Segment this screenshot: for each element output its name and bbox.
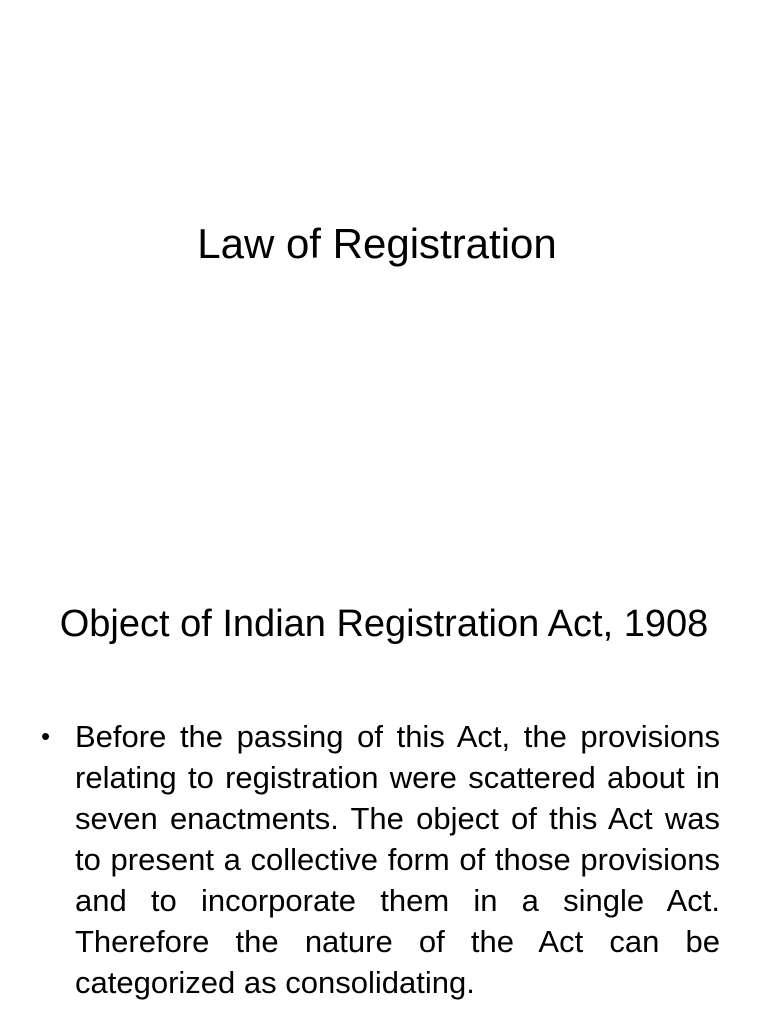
bullet-list: [0, 716, 768, 1003]
bullet-item: [41, 716, 720, 1003]
slide-title: Law of Registration: [197, 220, 557, 267]
section-heading: Object of Indian Registration Act, 1908: [59, 603, 709, 645]
bullet-text: Before the passing of this Act, the provisions relating to registration were scattered about in seven enactments. The object of this Act was to present a collective form of those provisions and to incorporate them in a single Act. Therefore the nature of the Act can be categorized as consolidating.: [75, 719, 720, 1000]
bullet-dot-icon: •: [41, 721, 51, 751]
